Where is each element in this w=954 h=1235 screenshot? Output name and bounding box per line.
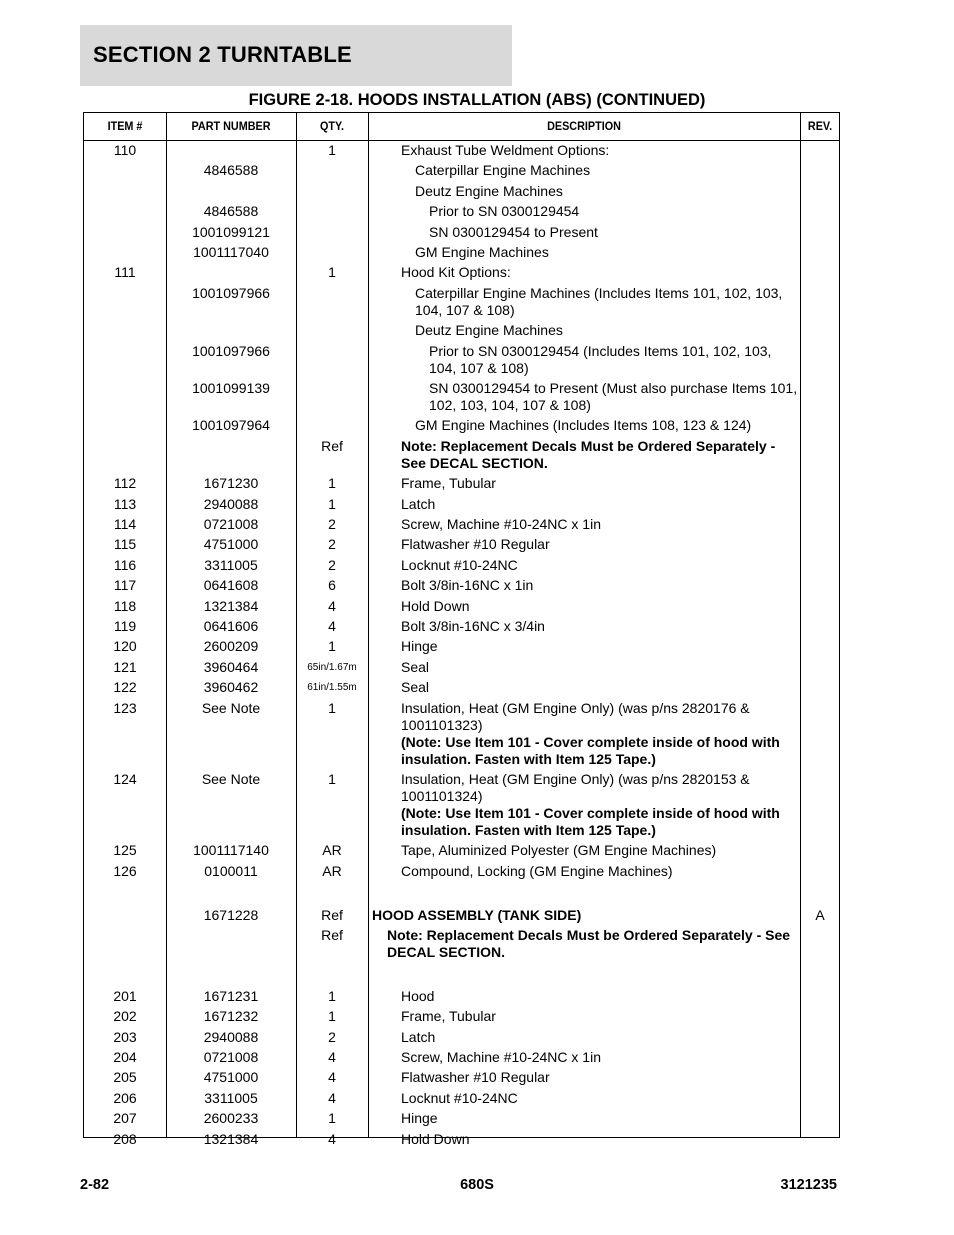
part-number: 1321384 [203,1130,259,1147]
description-line: Hinge [401,638,438,655]
quantity: 2 [328,1028,336,1045]
description-line: Caterpillar Engine Machines [415,162,591,179]
description-note-line: (Note: Use Item 101 - Cover complete inside of hood with [401,805,780,821]
description-line: GM Engine Machines (Includes Items 108, 123 & 124) [415,417,752,434]
description [401,1029,435,1046]
item-number: 114 [113,516,137,532]
part-number: 1001099139 [192,380,270,396]
quantity: 1 [328,1008,336,1025]
item-number: 205 [113,1069,137,1086]
description-line: Locknut #10-24NC [401,1089,518,1106]
description [401,1090,518,1107]
item-number: 119 [113,618,137,634]
description-line: Seal [401,658,430,675]
part-number: 1671231 [203,987,259,1004]
item-number: 124 [113,771,137,787]
part-number: 1001097966 [192,284,270,301]
description-line: Frame, Tubular [401,1008,496,1025]
part-number: 1001117140 [193,842,269,859]
description [401,863,673,880]
description-line: Prior to SN 0300129454 [429,203,580,220]
description [401,598,469,615]
part-number: 0721008 [203,1049,259,1065]
description [429,203,579,220]
description [429,380,797,414]
description [401,618,545,635]
quantity: 1 [328,495,336,512]
description-note-line: insulation. Fasten with Item 125 Tape.) [401,750,656,767]
section-title: SECTION 2 TURNTABLE [93,42,352,67]
item-number: 118 [113,597,137,614]
quantity: 4 [328,1130,336,1147]
part-number: 1001097964 [192,417,270,434]
header-item: ITEM # [107,119,143,133]
item-number: 112 [113,475,137,492]
description-line: Insulation, Heat (GM Engine Only) (was p/ns 2820176 & [401,699,750,716]
quantity: 4 [328,618,336,634]
header-part-number: PART NUMBER [191,119,271,133]
part-number: 3311005 [204,556,258,573]
header-divider [84,140,839,141]
description-line: Insulation, Heat (GM Engine Only) (was p/ns 2820153 & [401,771,750,787]
item-number: 110 [113,142,137,158]
description [415,322,563,339]
part-number: 1671228 [203,906,259,923]
description-note-line: insulation. Fasten with Item 125 Tape.) [401,822,656,838]
quantity: Ref [321,906,343,923]
quantity: 1 [328,142,336,158]
description-note-line: (Note: Use Item 101 - Cover complete inside of hood with [401,733,780,750]
description-line: Latch [401,495,436,512]
model-name: 680S [460,1177,494,1193]
part-number: 2940088 [203,495,259,512]
quantity: 4 [328,1049,336,1065]
page-number: 2-82 [80,1177,110,1193]
description [429,343,771,377]
quantity: 1 [328,638,336,655]
description [415,244,549,261]
description-line: Hold Down [401,1130,470,1147]
item-number: 125 [113,842,137,859]
item-number: 123 [113,699,137,716]
description-line: Locknut #10-24NC [401,556,518,573]
description-line: Note: Replacement Decals Must be Ordered Separately - See [387,927,791,943]
description [415,162,590,179]
item-number: 207 [113,1110,137,1127]
description-line: SN 0300129454 to Present (Must also purchase Items 101, [429,380,798,396]
description-line: Prior to SN 0300129454 (Includes Items 101, 102, 103, [429,342,772,359]
quantity: 4 [328,597,336,614]
part-number: See Note [201,699,261,716]
quantity: 2 [328,536,336,553]
description-line: Deutz Engine Machines [415,322,563,339]
description-line: 102, 103, 104, 107 & 108) [429,397,591,413]
description [415,417,751,434]
item-number: 111 [114,264,136,281]
description [401,700,780,768]
part-number: 1001117040 [193,244,269,260]
description [401,1049,601,1066]
description-line: 1001101323) [401,716,483,733]
description [401,475,496,492]
description [415,285,782,319]
item-number: 121 [113,658,137,675]
part-number: 4846588 [203,203,259,220]
quantity: 2 [328,556,336,573]
description-line: Flatwasher #10 Regular [401,536,550,553]
quantity: 4 [328,1089,336,1106]
header-qty: QTY. [319,119,344,133]
quantity: AR [322,862,342,879]
description [401,142,609,159]
description [401,842,716,859]
part-number: 2600233 [203,1110,259,1127]
part-number: 2940088 [203,1028,259,1045]
item-number: 203 [113,1028,137,1045]
quantity: 1 [328,475,336,492]
revision: A [815,906,825,923]
column-divider [800,113,801,1137]
parts-table [83,112,840,1147]
description [401,1131,469,1148]
quantity: 1 [328,264,336,281]
part-number: 0100011 [204,862,258,879]
description-line: SN 0300129454 to Present [429,223,598,240]
part-number: 1001097966 [192,342,270,359]
description-line: Latch [401,1028,436,1045]
column-divider [368,113,369,1137]
description [401,496,435,513]
quantity: 6 [328,577,336,594]
description-line: Exhaust Tube Weldment Options: [401,142,610,158]
description-line: Hood [401,987,435,1004]
part-number: 0721008 [203,516,259,532]
description-line: Compound, Locking (GM Engine Machines) [401,862,673,879]
item-number: 122 [113,679,137,696]
description [401,679,429,696]
item-number: 126 [113,862,137,879]
part-number: 0641608 [203,577,259,594]
description [401,536,550,553]
part-number: 1321384 [203,597,259,614]
description [401,577,533,594]
description-line: 104, 107 & 108) [415,301,515,318]
description-line: Bolt 3/8in-16NC x 3/4in [401,618,545,634]
description-line: GM Engine Machines [415,244,549,260]
part-number: See Note [201,771,261,787]
description [401,771,780,839]
part-number: 1001099121 [192,223,270,240]
part-number: 4751000 [203,1069,259,1086]
description-line: Caterpillar Engine Machines (Includes Items 101, 102, 103, [415,284,783,301]
item-number: 117 [113,577,137,594]
document-number: 3121235 [780,1177,837,1193]
item-number: 206 [113,1089,137,1106]
description-line: DECAL SECTION. [387,944,505,960]
quantity: 4 [328,1069,336,1086]
quantity: Ref [321,927,343,943]
part-number: 3960464 [203,658,259,675]
description-line: Tape, Aluminized Polyester (GM Engine Machines) [401,842,717,859]
item-number: 116 [113,556,137,573]
quantity: 1 [328,1110,336,1127]
description-line: Screw, Machine #10-24NC x 1in [401,516,601,532]
part-number: 1671232 [203,1008,259,1025]
description [429,224,598,241]
header-rev: REV. [807,119,833,133]
part-number: 3960462 [203,679,259,696]
quantity: AR [322,842,342,859]
part-number: 0641606 [203,618,259,634]
quantity: 61in/1.55m [307,682,357,694]
description [401,638,438,655]
description [387,927,790,961]
item-number: 204 [113,1049,137,1065]
quantity: 65in/1.67m [307,661,357,673]
item-number: 120 [113,638,137,655]
description [401,659,429,676]
quantity: 1 [328,699,336,716]
item-number: 202 [113,1008,137,1025]
description [372,907,581,924]
quantity: 2 [328,516,336,532]
description [401,264,511,281]
description [415,183,563,200]
description-line: Screw, Machine #10-24NC x 1in [401,1049,601,1065]
description-line: Note: Replacement Decals Must be Ordered Separately - [401,437,776,454]
description [401,557,518,574]
quantity: Ref [321,437,343,454]
part-number: 2600209 [203,638,259,655]
figure-title: FIGURE 2-18. HOODS INSTALLATION (ABS) (CONTINUED) [248,91,706,109]
description [401,438,775,472]
item-number: 115 [113,536,137,553]
description [401,1008,496,1025]
item-number: 201 [113,987,137,1004]
section-header [80,25,512,86]
part-number: 4751000 [203,536,259,553]
part-number: 4846588 [203,162,259,179]
description-line: Hinge [401,1110,438,1127]
header-description: DESCRIPTION [547,119,621,133]
quantity: 1 [328,987,336,1004]
part-number: 1671230 [203,475,259,492]
item-number: 208 [113,1130,137,1147]
item-number: 113 [113,495,137,512]
description-line: Seal [401,679,430,696]
description-line: Frame, Tubular [401,475,496,492]
description-line: Hold Down [401,597,470,614]
description-line: 104, 107 & 108) [429,359,529,376]
part-number: 3311005 [204,1089,258,1106]
description-line: Flatwasher #10 Regular [401,1069,550,1086]
description-line: HOOD ASSEMBLY (TANK SIDE) [372,906,582,923]
description [401,516,601,533]
description-line: Bolt 3/8in-16NC x 1in [401,577,534,594]
description [401,1069,550,1086]
description-line: Deutz Engine Machines [415,182,563,199]
description-line: Hood Kit Options: [401,264,511,281]
description-line: 1001101324) [401,788,483,804]
quantity: 1 [328,771,336,787]
description-line: See DECAL SECTION. [401,454,548,471]
description [401,1110,438,1127]
description [401,988,434,1005]
